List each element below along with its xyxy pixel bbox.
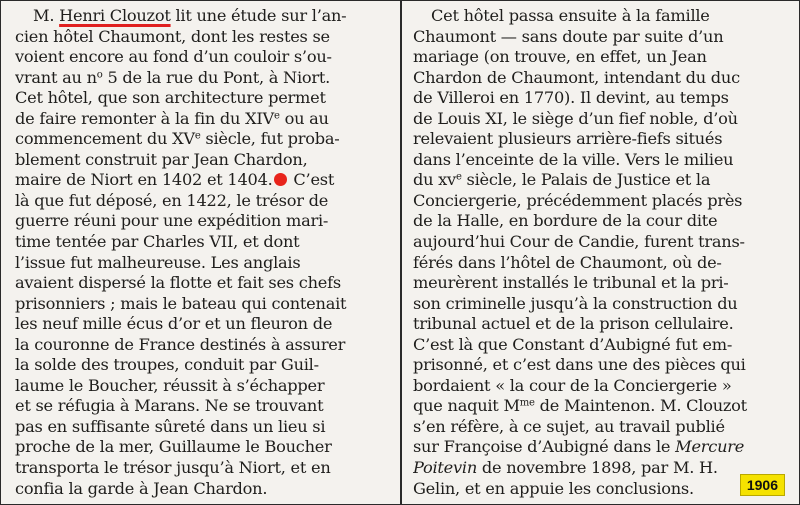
text-line: là que fut déposé, en 1422, le trésor de [15, 190, 329, 210]
text-line: bordaient « la cour de la Conciergerie » [413, 375, 732, 395]
text-line: meurèrent installés le tribunal et la pri- [413, 273, 729, 293]
text-line: de Villeroi en 1770). Il devint, au temps [413, 88, 729, 108]
text-line: vrant au $n^o$ 5 de la rue du Pont, à Niort. [15, 67, 331, 87]
text-line: prisonné, et c’est dans une des pièces qui [413, 355, 746, 375]
text-line: guerre réuni pour une expédition mari- [15, 211, 329, 231]
column-divider [400, 1, 402, 504]
text-line: relevaient plusieurs arrière-fiefs situés [413, 129, 723, 149]
text-line: avaient dispersé la flotte et fait ses chefs [15, 273, 341, 293]
text-line: Poitevin de novembre 1898, par M. H. [413, 458, 718, 478]
text-line: du $xv^e$ siècle, le Palais de Justice et la [413, 170, 711, 190]
red-dot-marker-icon [274, 173, 287, 186]
text-line: la solde des troupes, conduit par Guil- [15, 355, 319, 375]
text-line: férés dans l’hôtel de Chaumont, où de- [413, 252, 722, 272]
text-line: maire de Niort en 1402 et 1404. C’est [15, 170, 335, 190]
text-line: pas en suffisante sûreté dans un lieu si [15, 416, 326, 436]
right-column [413, 6, 789, 502]
text-line: s’en réfère, à ce sujet, au travail publié [413, 416, 725, 436]
text-line: laume le Boucher, réussit à s’échapper [15, 375, 325, 395]
text-line: Chardon de Chaumont, intendant du duc [413, 67, 740, 87]
text-line: Cet hôtel passa ensuite à la famille [431, 6, 710, 25]
text-line: de la Halle, en bordure de la cour dite [413, 211, 718, 231]
highlighted-name: Henri Clouzot [59, 6, 171, 25]
text-line: les neuf mille écus d’or et un fleuron de [15, 314, 333, 334]
text-line: mariage (on trouve, en effet, un Jean [413, 47, 707, 67]
text-line: aujourd’hui Cour de Candie, furent trans- [413, 232, 745, 252]
text-line: sur Françoise d’Aubigné dans le Mercure [413, 437, 745, 457]
text-line: proche de la mer, Guillaume le Boucher [15, 437, 332, 457]
text-line: et se réfugia à Marans. Ne se trouvant [15, 396, 324, 416]
text-line: son criminelle jusqu’à la construction du [413, 293, 738, 313]
text-line: Conciergerie, précédemment placés près [413, 190, 743, 210]
text-line: M. Henri Clouzot lit une étude sur l’an- [33, 6, 347, 25]
text-line: de faire remonter à la fin du XIVe ou au [15, 108, 329, 128]
text-line: confia la garde à Jean Chardon. [15, 478, 268, 498]
text-line: que naquit $M^{me}$ de Maintenon. M. Clouzot [413, 396, 747, 416]
text-line: prisonniers ; mais le bateau qui contenait [15, 293, 347, 313]
text-line: cien hôtel Chaumont, dont les restes se [15, 26, 330, 46]
text-line: C’est là que Constant d’Aubigné fut em- [413, 334, 733, 354]
text-line: la couronne de France destinés à assurer [15, 334, 346, 354]
text-line: blement construit par Jean Chardon, [15, 149, 308, 169]
left-column [15, 6, 393, 502]
text-line: time tentée par Charles VII, et dont [15, 232, 300, 252]
text-line: Chaumont — sans doute par suite d’un [413, 26, 724, 46]
year-badge: 1906 [740, 474, 785, 496]
text-line: Gelin, et en appuie les conclusions. [413, 478, 694, 498]
text-line: l’issue fut malheureuse. Les anglais [15, 252, 301, 272]
text-line: de Louis XI, le siège d’un fief noble, d’où [413, 108, 738, 128]
text-line: Cet hôtel, que son architecture permet [15, 88, 326, 108]
text-line: transporta le trésor jusqu’à Niort, et en [15, 458, 331, 478]
text-line: dans l’enceinte de la ville. Vers le milieu [413, 149, 734, 169]
text-line: tribunal actuel et de la prison cellulaire. [413, 314, 734, 334]
text-line: voient encore au fond d’un couloir s’ou- [15, 47, 332, 67]
text-line: commencement du XVe siècle, fut proba- [15, 129, 340, 149]
